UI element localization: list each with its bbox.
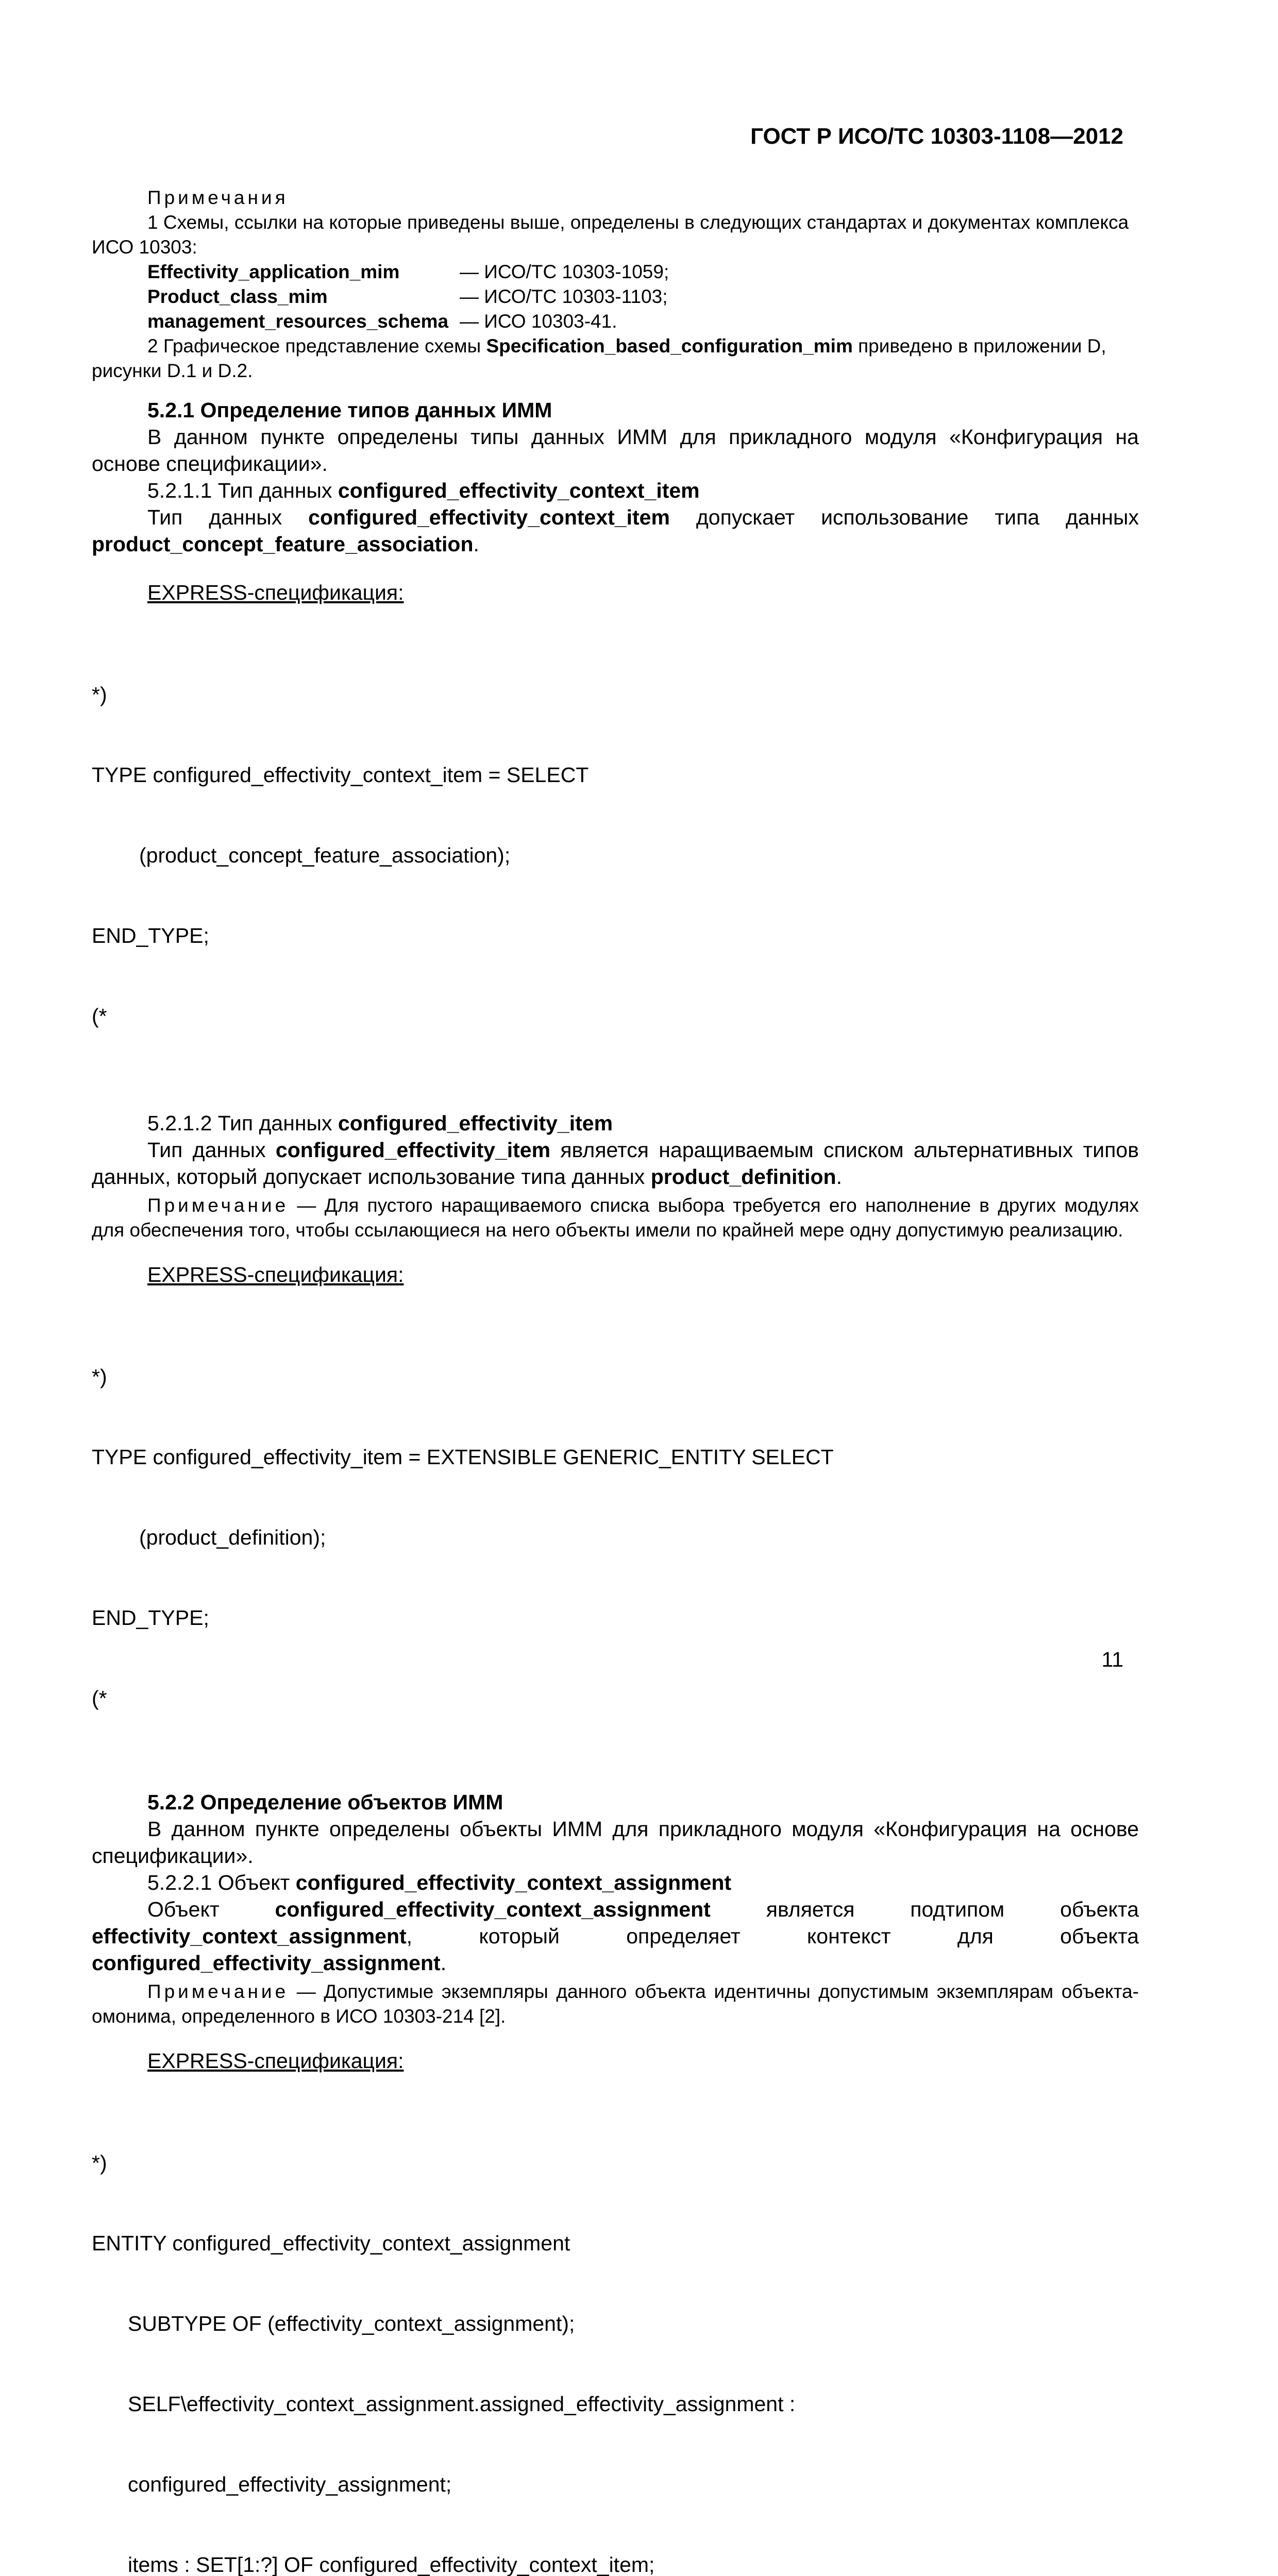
- schema-ref-row: [147, 260, 669, 284]
- subsection-5-2-1-1-title: [147, 477, 1139, 504]
- desc-entity-ref: configured_effectivity_assignment: [92, 1951, 441, 1975]
- code-line: *): [92, 683, 107, 706]
- section-5-2-1-heading: 5.2.1 Определение типов данных ИММ: [147, 398, 552, 422]
- subsection-5-2-2-1-description: [92, 1896, 1139, 1976]
- schema-name: Product_class_mim: [147, 286, 328, 307]
- code-line: (product_definition);: [139, 1526, 326, 1549]
- schema-doc: — ИСО 10303-41.: [460, 311, 617, 332]
- subsection-label: 5.2.1.1 Тип данных: [147, 479, 338, 502]
- section-5-2-1-intro: В данном пункте определены типы данных ИММ для прикладного модуля «Конфигурация на основе спецификации».: [92, 425, 1139, 476]
- note-text: — Для пустого наращиваемого списка выбора требуется его наполнение в других модулях для обеспечения того, чтобы ссылающиеся на него объекты имели по крайней мере одну допустимую реализацию.: [92, 1195, 1139, 1241]
- code-line: SUBTYPE OF (effectivity_context_assignment);: [128, 2312, 575, 2335]
- subsection-5-2-1-2-title: [147, 1110, 1139, 1137]
- code-line: ENTITY configured_effectivity_context_assignment: [92, 2231, 570, 2255]
- desc-text: допускает использование типа данных: [669, 505, 1139, 529]
- schema-doc: — ИСО/ТС 10303-1103;: [460, 286, 668, 307]
- code-line: *): [92, 1365, 107, 1388]
- code-line: (*: [92, 1686, 107, 1710]
- note-text: — Допустимые экземпляры данного объекта идентичны допустимым экземплярам объекта-омонима, определенного в ИСО 10303-214 [2].: [92, 1981, 1139, 2027]
- express-spec-label: EXPRESS-спецификация:: [147, 2049, 404, 2073]
- desc-type-ref: product_concept_feature_association: [92, 532, 474, 556]
- section-5-2-2-intro: В данном пункте определены объекты ИММ для прикладного модуля «Конфигурация на основе спецификации».: [92, 1817, 1139, 1868]
- schema-reference-table: [147, 260, 669, 334]
- desc-entity-name: configured_effectivity_context_assignment: [275, 1897, 711, 1921]
- code-line: SELF\effectivity_context_assignment.assigned_effectivity_assignment :: [128, 2392, 796, 2416]
- note-2: [92, 334, 1139, 383]
- express-code-block: [92, 628, 1139, 1083]
- desc-text: , который определяет контекст для объекта: [406, 1924, 1139, 1948]
- code-line: END_TYPE;: [92, 924, 209, 947]
- note-5-2-1-2: [92, 1193, 1139, 1243]
- note-label: Примечание: [147, 1195, 289, 1216]
- page-header-code: ГОСТ Р ИСО/ТС 10303-1108—2012: [750, 124, 1123, 149]
- code-line: items : SET[1:?] OF configured_effectivity_context_item;: [128, 2553, 655, 2576]
- desc-text: .: [440, 1951, 447, 1975]
- code-line: END_TYPE;: [92, 1606, 209, 1630]
- desc-text: Объект: [147, 1897, 275, 1921]
- code-line: TYPE configured_effectivity_context_item = SELECT: [92, 763, 589, 787]
- express-spec-label: EXPRESS-спецификация:: [147, 1263, 404, 1286]
- subsection-5-2-1-2-description: [92, 1137, 1139, 1190]
- entity-name: configured_effectivity_context_assignment: [295, 1871, 732, 1894]
- code-line: configured_effectivity_assignment;: [128, 2472, 452, 2496]
- desc-text: .: [473, 532, 479, 556]
- code-line: (*: [92, 1004, 107, 1028]
- subsection-5-2-2-1-title: [147, 1869, 1139, 1896]
- section-5-2-2-heading: 5.2.2 Определение объектов ИММ: [147, 1790, 503, 1814]
- code-line: (product_concept_feature_association);: [139, 843, 511, 867]
- schema-ref-row: [147, 309, 669, 334]
- schema-name: Effectivity_application_mim: [147, 261, 400, 282]
- note-label: Примечание: [147, 1981, 289, 2002]
- desc-text: является наращиваемым списком альтернативных типов данных, который допускает использование типа данных: [92, 1138, 1139, 1189]
- schema-ref-row: [147, 284, 669, 309]
- type-name: configured_effectivity_item: [338, 1111, 613, 1135]
- desc-text: является подтипом объекта: [710, 1897, 1139, 1921]
- note-2-post: приведено в приложении D, рисунки D.1 и D.2.: [92, 335, 1106, 381]
- note-2-schema: Specification_based_configuration_mim: [486, 335, 853, 357]
- desc-type-name: configured_effectivity_item: [275, 1138, 551, 1162]
- note-5-2-2-1: [92, 1979, 1139, 2029]
- note-2-pre: 2 Графическое представление схемы: [147, 335, 486, 357]
- desc-type-name: configured_effectivity_context_item: [308, 505, 670, 529]
- notes-block: [92, 185, 1139, 383]
- code-line: *): [92, 2151, 107, 2175]
- express-spec-label: EXPRESS-спецификация:: [147, 581, 404, 604]
- desc-type-ref: product_definition: [650, 1165, 836, 1189]
- page-body: [92, 185, 1139, 2576]
- subsection-label: 5.2.2.1 Объект: [147, 1871, 296, 1894]
- desc-text: Тип данных: [147, 505, 309, 529]
- notes-title: Примечания: [147, 187, 289, 208]
- page-number: 11: [1101, 1648, 1123, 1671]
- express-code-block: [92, 2096, 1139, 2576]
- desc-text: Тип данных: [147, 1138, 276, 1162]
- desc-entity-ref: effectivity_context_assignment: [92, 1924, 407, 1948]
- subsection-5-2-1-1-description: [92, 504, 1139, 557]
- schema-doc: — ИСО/ТС 10303-1059;: [460, 261, 669, 282]
- subsection-label: 5.2.1.2 Тип данных: [147, 1111, 338, 1135]
- express-code-block: [92, 1310, 1139, 1765]
- code-line: TYPE configured_effectivity_item = EXTENSIBLE GENERIC_ENTITY SELECT: [92, 1445, 834, 1469]
- type-name: configured_effectivity_context_item: [338, 479, 700, 502]
- desc-text: .: [836, 1165, 842, 1189]
- schema-name: management_resources_schema: [147, 311, 449, 332]
- note-1: 1 Схемы, ссылки на которые приведены выше, определены в следующих стандартах и документах комплекса ИСО 10303:: [92, 212, 1129, 258]
